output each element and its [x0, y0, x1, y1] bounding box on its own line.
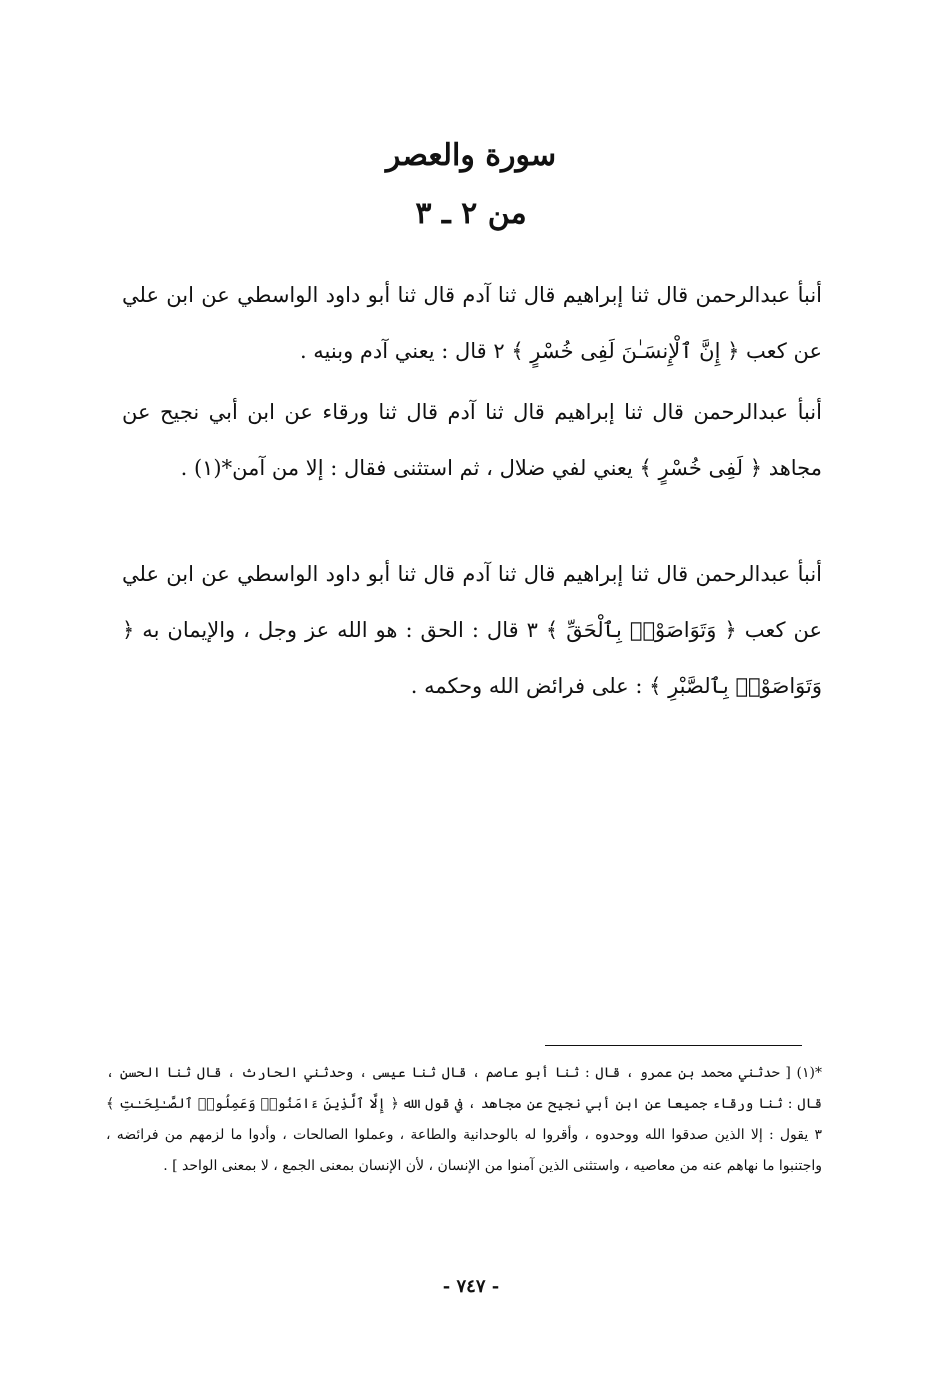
- page-number: - ٧٤٧ -: [442, 1276, 500, 1297]
- footnote-separator: [545, 1045, 802, 1046]
- footnote: *(١) [ حدثني محمد بن عمرو ، قال : ثنا أبو عاصم ، قال ثنا عيسى ، وحدثني الحارث ، قال ثنا الحسن ، قال : ثنا ورقاء جميعا عن ابن أبي نجيح عن مجاهد ، في قول الله ﴿ إِلَّا ٱلَّذِينَ ءَامَنُوا۟ وَعَمِلُوا۟ ٱلصَّـٰلِحَـٰتِ ﴾ ٣ يقول : إلا الذين صدقوا الله ووحدوه ، وأقروا له بالوحدانية والطاعة ، وعملوا الصالحات ، وأدوا ما لزمهم من فرائضه ، واجتنبوا ما نهاهم عنه من معاصيه ، واستثنى الذين آمنوا من الإنسان ، لأن الإنسان بمعنى الجمع ، لا بمعنى الواحد ] .: [106, 1065, 822, 1174]
- narration-paragraph-1: أنبأ عبدالرحمن قال ثنا إبراهيم قال ثنا آدم قال ثنا أبو داود الواسطي عن ابن علي عن كعب ﴿ إِنَّ ٱلْإِنسَـٰنَ لَفِى خُسْرٍ ﴾ ٢ قال : يعني آدم وبنيه .: [122, 283, 822, 363]
- narration-paragraph-2: أنبأ عبدالرحمن قال ثنا إبراهيم قال ثنا آدم قال ثنا ورقاء عن ابن أبي نجيح عن مجاهد ﴿ لَفِى خُسْرٍ ﴾ يعني لفي ضلال ، ثم استثنى فقال : إلا من آمن*(١) .: [122, 400, 822, 480]
- verse-range: من ٢ ـ ٣: [415, 196, 527, 231]
- surah-title: سورة والعصر: [385, 138, 557, 173]
- narration-paragraph-3: أنبأ عبدالرحمن قال ثنا إبراهيم قال ثنا آدم قال ثنا أبو داود الواسطي عن ابن علي عن كعب ﴿ وَتَوَاصَوْا۟ بِٱلْحَقِّ ﴾ ٣ قال : الحق : هو الله عز وجل ، والإيمان به ﴿ وَتَوَاصَوْا۟ بِٱلصَّبْرِ ﴾ : على فرائض الله وحكمه .: [122, 562, 822, 698]
